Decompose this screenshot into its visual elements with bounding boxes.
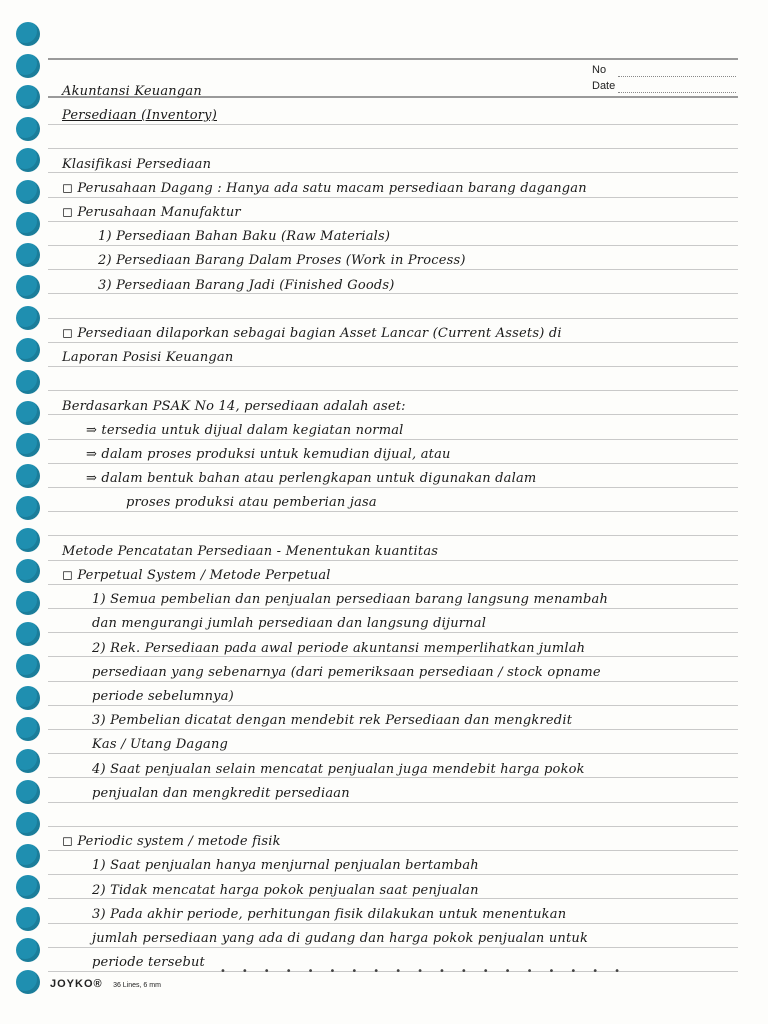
note-line: 2) Rek. Persediaan pada awal periode akuntansi memperlihatkan jumlah (92, 640, 586, 656)
no-label: No (592, 64, 607, 76)
binder-hole (16, 938, 40, 962)
brand-logo: JOYKO® (50, 978, 103, 990)
note-line: ◻ Periodic system / metode fisik (62, 834, 281, 850)
note-line: ⇒ dalam bentuk bahan atau perlengkapan untuk digunakan dalam (86, 471, 537, 487)
binder-hole (16, 212, 40, 236)
note-line: Kas / Utang Dagang (92, 737, 229, 753)
binder-hole (16, 812, 40, 836)
ruled-line (48, 874, 738, 875)
ruled-line (48, 802, 738, 803)
note-line: 1) Semua pembelian dan penjualan persediaan barang langsung menambah (92, 592, 609, 608)
ruled-line (48, 342, 738, 343)
ruled-line (48, 705, 738, 706)
ruled-line (48, 850, 738, 851)
ruled-line (48, 777, 738, 778)
binder-hole (16, 243, 40, 267)
binder-hole (16, 622, 40, 646)
ruled-line (48, 221, 738, 222)
date-field (618, 92, 736, 93)
note-line: ◻ Perpetual System / Metode Perpetual (62, 568, 331, 583)
ruled-line (48, 269, 738, 270)
binder-hole (16, 54, 40, 78)
note-line: ⇒ dalam proses produksi untuk kemudian dijual, atau (86, 447, 451, 462)
binder-hole (16, 148, 40, 172)
binder-hole (16, 180, 40, 204)
binder-hole (16, 528, 40, 552)
note-line: Metode Pencatatan Persediaan - Menentukan kuantitas (62, 543, 439, 559)
ruled-line (48, 318, 738, 319)
no-field (618, 76, 736, 77)
binder-holes (16, 22, 42, 1002)
binder-hole (16, 306, 40, 330)
note-line: ◻ Perusahaan Dagang : Hanya ada satu macam persediaan barang dagangan (62, 180, 587, 196)
binder-hole (16, 22, 40, 46)
binder-hole (16, 85, 40, 109)
ruled-line (48, 923, 738, 924)
note-line: 3) Persediaan Barang Jadi (Finished Goods) (98, 277, 395, 293)
binder-hole (16, 780, 40, 804)
binder-hole (16, 970, 40, 994)
note-line: proses produksi atau pemberian jasa (126, 495, 377, 511)
ruled-line (48, 439, 738, 440)
note-line: ◻ Perusahaan Manufaktur (62, 205, 241, 220)
note-line: Klasifikasi Persediaan (62, 156, 212, 172)
ruled-line (48, 656, 738, 657)
ruled-line (48, 366, 738, 367)
binder-hole (16, 591, 40, 615)
note-line: ⇒ tersedia untuk dijual dalam kegiatan normal (86, 422, 404, 438)
note-line: penjualan dan mengkredit persediaan (92, 785, 350, 801)
bottom-dots: ••••••••••••••••••• (220, 966, 637, 977)
ruled-line (48, 681, 738, 682)
ruled-line (48, 898, 738, 899)
binder-hole (16, 559, 40, 583)
binder-hole (16, 717, 40, 741)
binder-hole (16, 875, 40, 899)
binder-hole (16, 433, 40, 457)
note-line: ◻ Persediaan dilaporkan sebagai bagian Asset Lancar (Current Assets) di (62, 326, 562, 341)
ruled-line (48, 390, 738, 391)
top-rule (48, 58, 738, 60)
binder-hole (16, 275, 40, 299)
ruled-line (48, 947, 738, 948)
ruled-line (48, 511, 738, 512)
binder-hole (16, 654, 40, 678)
note-line: 1) Saat penjualan hanya menjurnal penjualan bertambah (92, 858, 479, 874)
ruled-line (48, 487, 738, 488)
binder-hole (16, 496, 40, 520)
note-line: Laporan Posisi Keuangan (62, 350, 234, 366)
ruled-line (48, 729, 738, 730)
binder-hole (16, 338, 40, 362)
binder-hole (16, 686, 40, 710)
ruled-line (48, 245, 738, 246)
note-line: periode sebelumnya) (92, 689, 234, 704)
ruled-line (48, 124, 738, 125)
ruled-line (48, 293, 738, 294)
ruled-line (48, 197, 738, 198)
ruled-line (48, 632, 738, 633)
ruled-line (48, 753, 738, 754)
note-line: 3) Pembelian dicatat dengan mendebit rek Persediaan dan mengkredit (92, 713, 573, 729)
binder-hole (16, 401, 40, 425)
note-line: 2) Tidak mencatat harga pokok penjualan saat penjualan (92, 882, 479, 898)
binder-hole (16, 117, 40, 141)
ruled-line (48, 560, 738, 561)
binder-hole (16, 844, 40, 868)
ruled-line (48, 535, 738, 536)
ruled-line (48, 172, 738, 173)
binder-hole (16, 749, 40, 773)
binder-hole (16, 370, 40, 394)
note-line: persediaan yang sebenarnya (dari pemeriksaan persediaan / stock opname (92, 664, 601, 680)
note-line: 4) Saat penjualan selain mencatat penjualan juga mendebit harga pokok (92, 761, 585, 777)
ruled-line (48, 608, 738, 609)
binder-hole (16, 464, 40, 488)
ruled-line (48, 826, 738, 827)
date-label: Date (592, 80, 616, 92)
notebook-footer (50, 974, 161, 992)
paper-spec: 36 Lines, 6 mm (113, 982, 161, 989)
note-line: 3) Pada akhir periode, perhitungan fisik dilakukan untuk menentukan (92, 906, 567, 922)
note-line: jumlah persediaan yang ada di gudang dan harga pokok penjualan untuk (92, 931, 589, 946)
ruled-line (48, 463, 738, 464)
note-line: 2) Persediaan Barang Dalam Proses (Work in Process) (98, 253, 466, 269)
note-line: dan mengurangi jumlah persediaan dan langsung dijurnal (92, 616, 487, 632)
note-line: periode tersebut (92, 955, 205, 971)
note-line: 1) Persediaan Bahan Baku (Raw Materials) (98, 229, 391, 245)
ruled-line (48, 148, 738, 149)
note-line: Akuntansi Keuangan (62, 84, 202, 99)
ruled-line (48, 584, 738, 585)
note-line: Berdasarkan PSAK No 14, persediaan adalah aset: (62, 398, 406, 414)
binder-hole (16, 907, 40, 931)
ruled-line (48, 414, 738, 415)
note-line: Persediaan (Inventory) (62, 108, 217, 124)
